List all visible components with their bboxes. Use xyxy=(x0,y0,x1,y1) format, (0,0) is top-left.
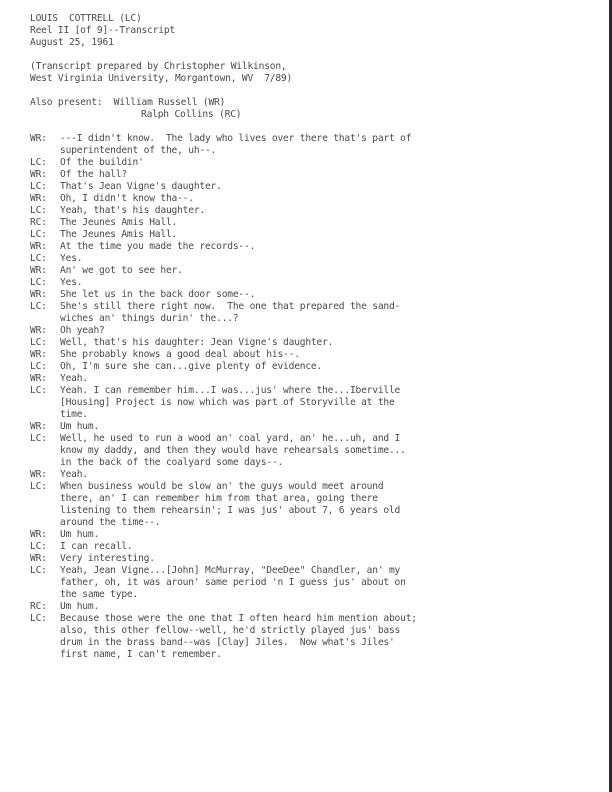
dialogue-turn xyxy=(30,133,602,157)
utterance-line: The Jeunes Amis Hall. xyxy=(60,217,178,228)
utterance xyxy=(60,385,602,421)
utterance-line: Very interesting. xyxy=(60,553,155,564)
utterance-line: The Jeunes Amis Hall. xyxy=(60,229,178,240)
speaker-label: LC: xyxy=(30,361,47,372)
dialogue-turn xyxy=(30,421,602,433)
utterance xyxy=(60,565,602,601)
dialogue-turn xyxy=(30,181,602,193)
dialogue-turn xyxy=(30,349,602,361)
speaker-label: LC: xyxy=(30,205,47,216)
speaker-label: WR: xyxy=(30,289,47,300)
utterance-line: Well, he used to run a wood an' coal yard, an' he...uh, and I xyxy=(60,433,401,444)
speaker-label: WR: xyxy=(30,469,47,480)
dialogue-turn xyxy=(30,373,602,385)
utterance xyxy=(60,289,602,301)
utterance-line: Oh, I'm sure she can...give plenty of evidence. xyxy=(60,361,323,372)
utterance xyxy=(60,541,602,553)
utterance-line: first name, I can't remember. xyxy=(60,649,222,660)
dialogue-turn xyxy=(30,601,602,613)
utterance xyxy=(60,265,602,277)
also-present xyxy=(30,97,602,121)
utterance xyxy=(60,433,602,469)
utterance xyxy=(60,325,602,337)
dialogue-turn xyxy=(30,433,602,469)
preparation-line: (Transcript prepared by Christopher Wilkinson, xyxy=(30,61,287,72)
utterance-line: Um hum. xyxy=(60,421,100,432)
dialogue-turn xyxy=(30,337,602,349)
speaker-label: WR: xyxy=(30,553,47,564)
dialogue-turn xyxy=(30,541,602,553)
dialogue-turn xyxy=(30,265,602,277)
utterance-line: there, an' I can remember him from that area, going there xyxy=(60,493,378,504)
utterance xyxy=(60,373,602,385)
speaker-label: RC: xyxy=(30,217,47,228)
utterance-line: in the back of the coalyard some days--. xyxy=(60,457,284,468)
utterance-line: superintendent of the, uh--. xyxy=(60,145,217,156)
utterance xyxy=(60,205,602,217)
dialogue-turn xyxy=(30,553,602,565)
speaker-label: LC: xyxy=(30,481,47,492)
speaker-label: LC: xyxy=(30,301,47,312)
dialogue-turn xyxy=(30,613,602,661)
speaker-label: LC: xyxy=(30,157,47,168)
dialogue xyxy=(30,133,602,661)
utterance-line: Well, that's his daughter: Jean Vigne's daughter. xyxy=(60,337,334,348)
utterance xyxy=(60,253,602,265)
utterance xyxy=(60,421,602,433)
dialogue-turn xyxy=(30,325,602,337)
utterance-line: Yes. xyxy=(60,253,83,264)
speaker-label: LC: xyxy=(30,337,47,348)
speaker-label: LC: xyxy=(30,181,47,192)
speaker-label: WR: xyxy=(30,421,47,432)
utterance xyxy=(60,241,602,253)
utterance xyxy=(60,361,602,373)
dialogue-turn xyxy=(30,301,602,325)
utterance-line: the same type. xyxy=(60,589,139,600)
utterance-line: around the time--. xyxy=(60,517,161,528)
utterance-line: An' we got to see her. xyxy=(60,265,183,276)
utterance-line: wiches an' things durin' the...? xyxy=(60,313,239,324)
speaker-label: LC: xyxy=(30,613,47,624)
utterance-line: She probably knows a good deal about his--. xyxy=(60,349,300,360)
utterance-line: ---I didn't know. The lady who lives over there that's part of xyxy=(60,133,412,144)
utterance-line: That's Jean Vigne's daughter. xyxy=(60,181,222,192)
speaker-label: WR: xyxy=(30,265,47,276)
speaker-label: LC: xyxy=(30,253,47,264)
utterance-line: Um hum. xyxy=(60,601,100,612)
utterance xyxy=(60,601,602,613)
utterance-line: Yeah. xyxy=(60,373,88,384)
utterance xyxy=(60,217,602,229)
reel-info: Reel II [of 9]--Transcript xyxy=(30,25,175,36)
utterance xyxy=(60,277,602,289)
utterance xyxy=(60,469,602,481)
utterance xyxy=(60,157,602,169)
also-present-label: Also present: xyxy=(30,97,103,108)
dialogue-turn xyxy=(30,253,602,265)
speaker-label: WR: xyxy=(30,325,47,336)
dialogue-turn xyxy=(30,289,602,301)
also-present-row xyxy=(30,97,602,109)
dialogue-turn xyxy=(30,481,602,529)
utterance xyxy=(60,301,602,325)
dialogue-turn xyxy=(30,169,602,181)
utterance-line: I can recall. xyxy=(60,541,133,552)
dialogue-turn xyxy=(30,241,602,253)
utterance-line: Yeah. I can remember him...I was...jus' where the...Iberville xyxy=(60,385,401,396)
utterance xyxy=(60,181,602,193)
speaker-label: LC: xyxy=(30,541,47,552)
utterance-line: Yes. xyxy=(60,277,83,288)
speaker-label: LC: xyxy=(30,433,47,444)
utterance-line: Oh, I didn't know tha--. xyxy=(60,193,194,204)
dialogue-turn xyxy=(30,469,602,481)
utterance-line: She let us in the back door some--. xyxy=(60,289,256,300)
preparation-line: West Virginia University, Morgantown, WV 7/89) xyxy=(30,73,293,84)
speaker-label: LC: xyxy=(30,277,47,288)
utterance-line: also, this other fellow--well, he'd strictly played jus' bass xyxy=(60,625,401,636)
preparation-note xyxy=(30,61,602,85)
utterance xyxy=(60,613,602,661)
utterance xyxy=(60,349,602,361)
utterance-line: Of the hall? xyxy=(60,169,127,180)
dialogue-turn xyxy=(30,277,602,289)
utterance xyxy=(60,481,602,529)
utterance xyxy=(60,553,602,565)
dialogue-turn xyxy=(30,157,602,169)
speaker-label: LC: xyxy=(30,565,47,576)
utterance-line: Of the buildin' xyxy=(60,157,144,168)
present-person: Ralph Collins (RC) xyxy=(141,109,242,120)
speaker-label: RC: xyxy=(30,601,47,612)
utterance xyxy=(60,229,602,241)
utterance-line: Oh yeah? xyxy=(60,325,105,336)
utterance-line: know my daddy, and then they would have rehearsals sometime... xyxy=(60,445,406,456)
dialogue-turn xyxy=(30,193,602,205)
utterance-line: Yeah. xyxy=(60,469,88,480)
dialogue-turn xyxy=(30,205,602,217)
utterance xyxy=(60,529,602,541)
speaker-label: LC: xyxy=(30,385,47,396)
utterance-line: father, oh, it was aroun' same period 'n I guess jus' about on xyxy=(60,577,406,588)
speaker-label: LC: xyxy=(30,229,47,240)
utterance-line: Yeah, that's his daughter. xyxy=(60,205,205,216)
utterance-line: time. xyxy=(60,409,88,420)
speaker-label: WR: xyxy=(30,133,47,144)
speaker-label: WR: xyxy=(30,373,47,384)
dialogue-turn xyxy=(30,565,602,601)
speaker-label: WR: xyxy=(30,193,47,204)
dialogue-turn xyxy=(30,229,602,241)
utterance-line: listening to them rehearsin'; I was jus' about 7, 6 years old xyxy=(60,505,401,516)
utterance-line: Um hum. xyxy=(60,529,100,540)
utterance-line: Because those were the one that I often heard him mention about; xyxy=(60,613,417,624)
speaker-label: WR: xyxy=(30,529,47,540)
dialogue-turn xyxy=(30,529,602,541)
utterance xyxy=(60,169,602,181)
utterance xyxy=(60,193,602,205)
transcript-title: LOUIS COTTRELL (LC) xyxy=(30,13,142,24)
speaker-label: WR: xyxy=(30,169,47,180)
utterance xyxy=(60,337,602,349)
speaker-label: WR: xyxy=(30,349,47,360)
utterance-line: When business would be slow an' the guys would meet around xyxy=(60,481,384,492)
utterance-line: Yeah, Jean Vigne...[John] McMurray, "DeeDee" Chandler, an' my xyxy=(60,565,401,576)
session-date: August 25, 1961 xyxy=(30,37,114,48)
dialogue-turn xyxy=(30,385,602,421)
utterance xyxy=(60,133,602,157)
header xyxy=(30,13,602,49)
dialogue-turn xyxy=(30,361,602,373)
utterance-line: At the time you made the records--. xyxy=(60,241,256,252)
utterance-line: drum in the brass band--was [Clay] Jiles. Now what's Jiles' xyxy=(60,637,395,648)
utterance-line: [Housing] Project is now which was part of Storyville at the xyxy=(60,397,395,408)
speaker-label: WR: xyxy=(30,241,47,252)
present-person: William Russell (WR) xyxy=(113,97,226,108)
utterance-line: She's still there right now. The one that prepared the sand- xyxy=(60,301,401,312)
dialogue-turn xyxy=(30,217,602,229)
